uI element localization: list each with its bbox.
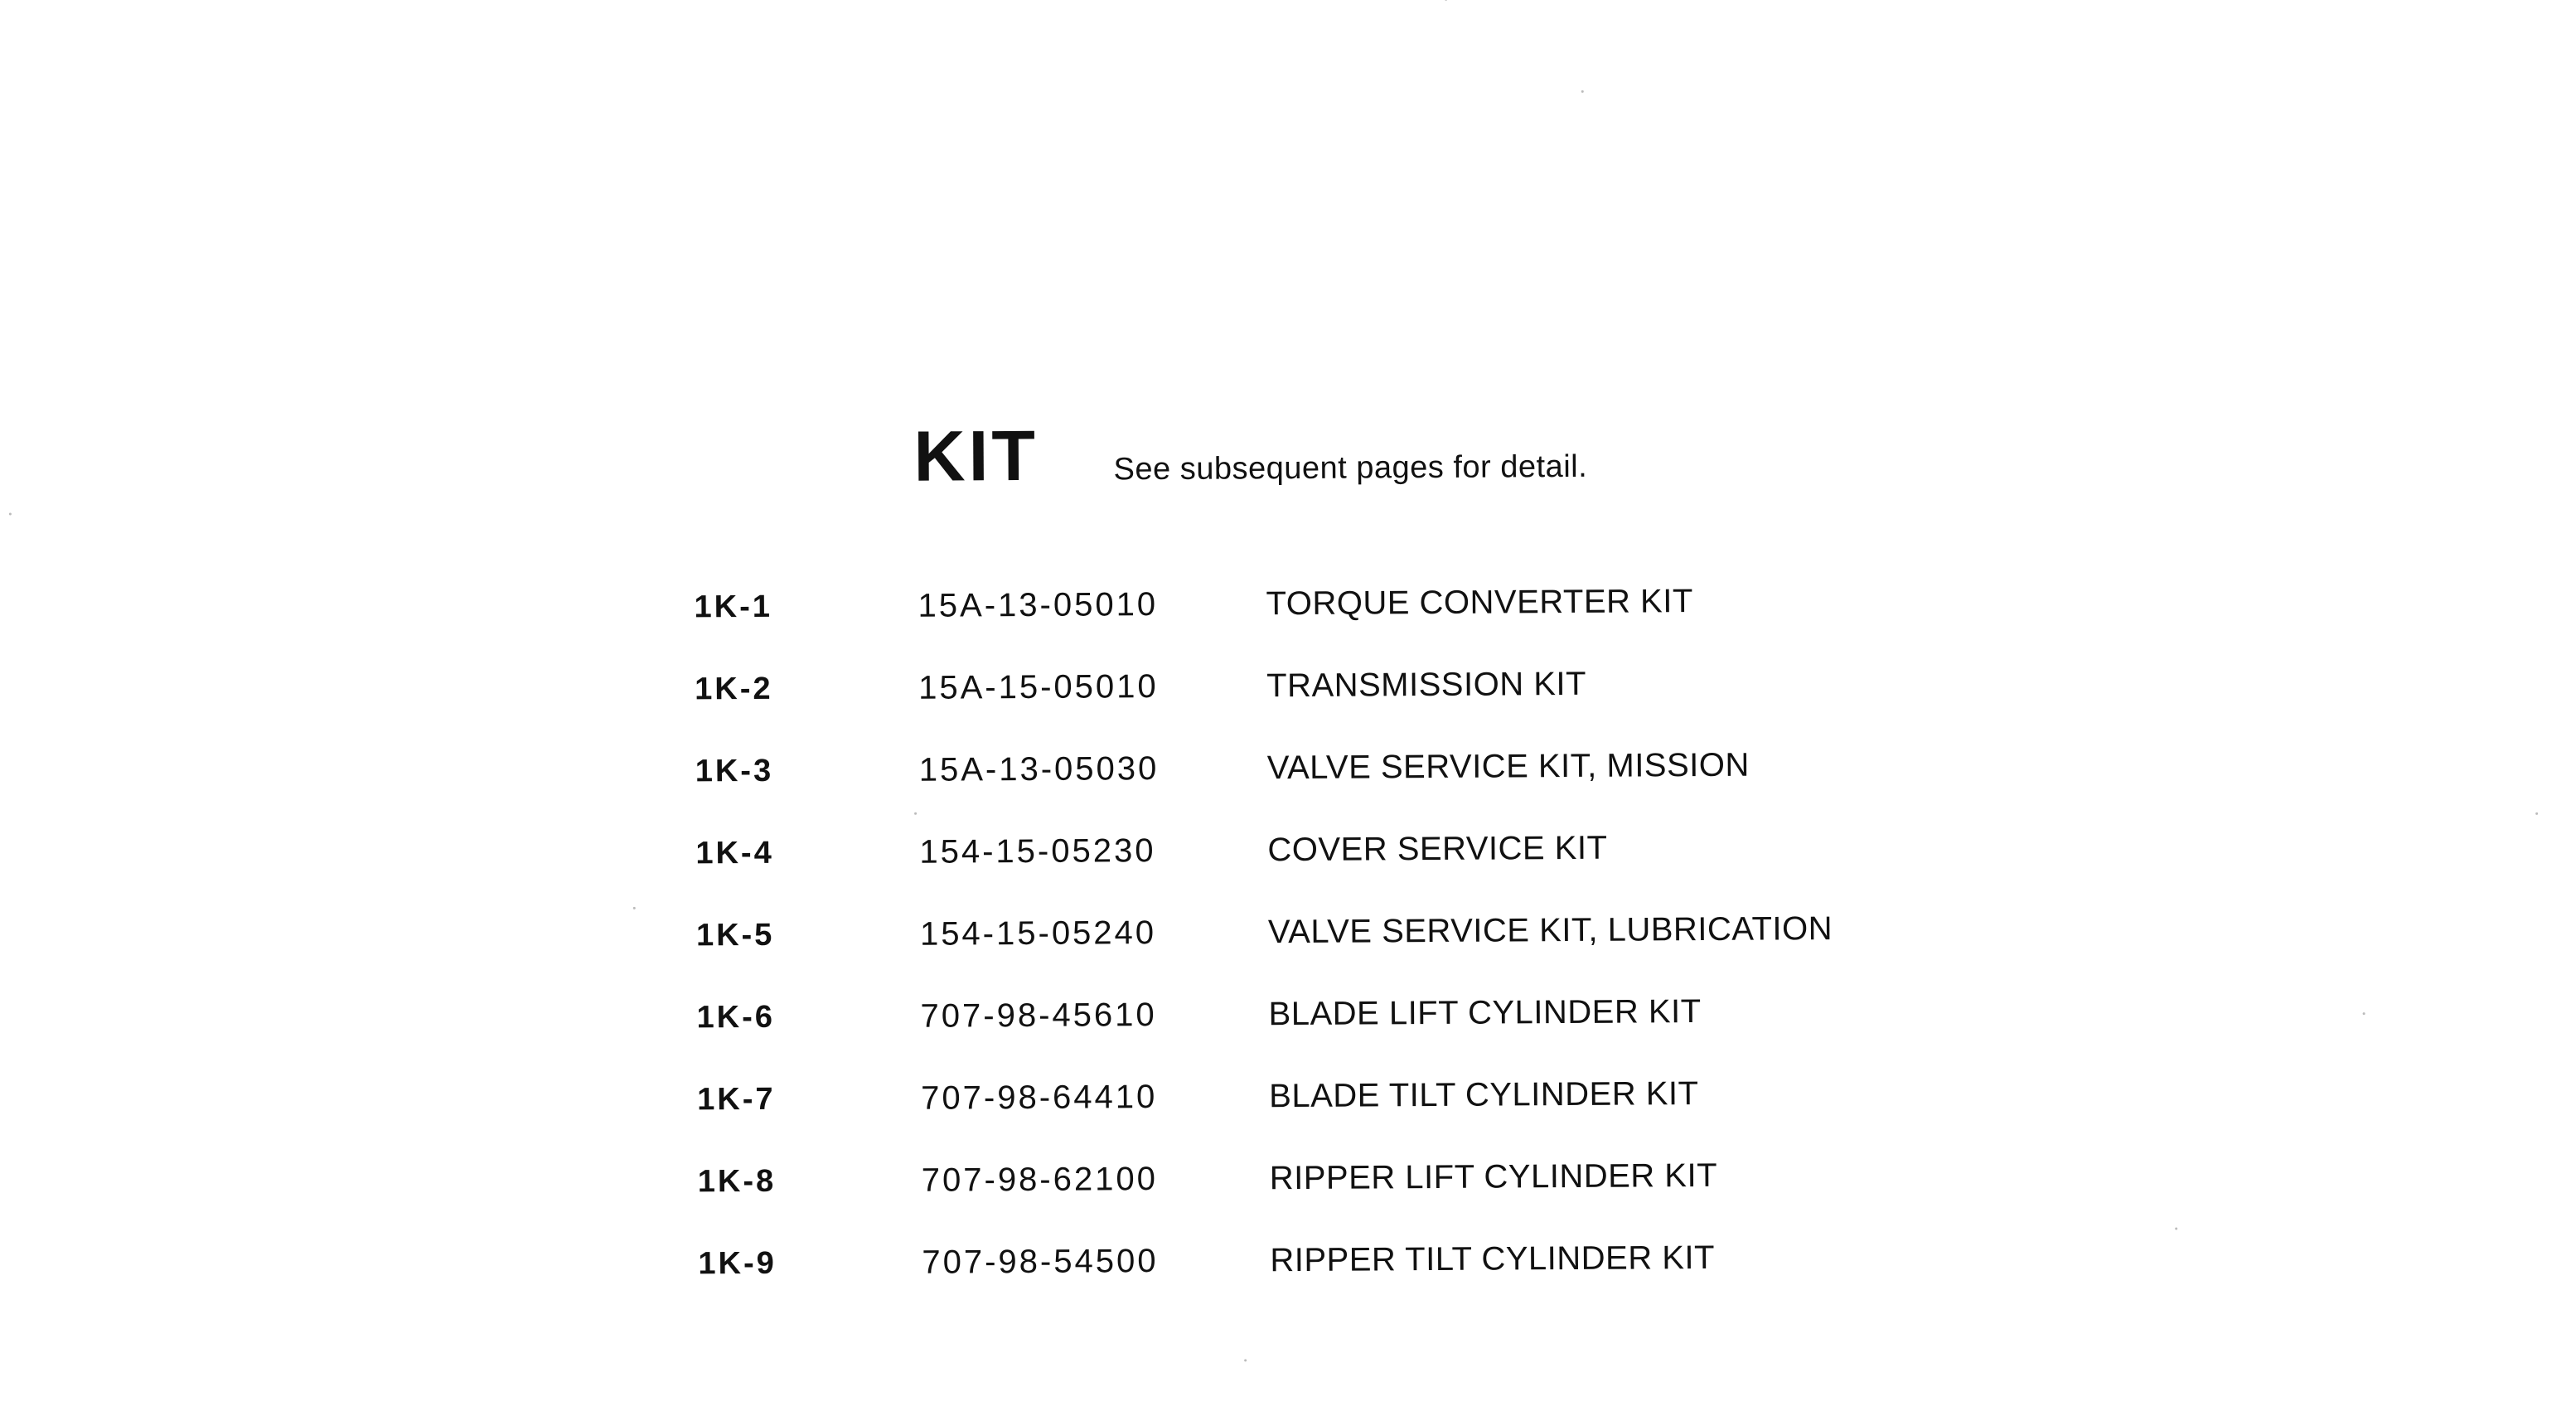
kit-description: VALVE SERVICE KIT, MISSION	[1266, 746, 1750, 787]
item-number: 1K-2	[695, 671, 773, 707]
kit-description: TRANSMISSION KIT	[1266, 665, 1587, 705]
kit-description: COVER SERVICE KIT	[1267, 829, 1608, 869]
table-row	[695, 642, 1832, 730]
table-row	[695, 806, 1833, 895]
part-number: 15A-13-05030	[918, 750, 1160, 788]
part-number: 154-15-05240	[919, 914, 1157, 953]
kit-heading	[913, 412, 1587, 498]
scan-speck	[633, 907, 636, 909]
item-number: 1K-3	[695, 753, 774, 789]
kit-description: VALVE SERVICE KIT, LUBRICATION	[1267, 910, 1833, 951]
table-row	[698, 1134, 1835, 1223]
page-title: KIT	[913, 415, 1039, 497]
scan-speck	[1244, 1359, 1247, 1361]
scan-speck	[2175, 1228, 2177, 1230]
scan-speck	[9, 512, 12, 515]
item-number: 1K-7	[697, 1081, 776, 1118]
scan-speck	[1445, 0, 1447, 1]
scan-speck	[914, 812, 917, 815]
table-row	[697, 1052, 1834, 1141]
kit-description: TORQUE CONVERTER KIT	[1266, 583, 1693, 623]
part-number: 15A-15-05010	[918, 668, 1159, 706]
kit-description: RIPPER LIFT CYLINDER KIT	[1269, 1157, 1718, 1197]
scan-speck	[2535, 812, 2538, 815]
table-row	[696, 970, 1833, 1059]
item-number: 1K-6	[696, 999, 776, 1035]
table-row	[694, 560, 1831, 648]
scan-speck	[1581, 90, 1584, 93]
item-number: 1K-5	[695, 917, 775, 953]
item-number: 1K-4	[695, 835, 774, 871]
kit-description: BLADE TILT CYLINDER KIT	[1269, 1075, 1699, 1115]
scan-speck	[2363, 1012, 2365, 1015]
part-number: 707-98-54500	[922, 1243, 1159, 1281]
part-number: 15A-13-05010	[918, 586, 1159, 624]
item-number: 1K-9	[698, 1245, 777, 1282]
part-number: 154-15-05230	[919, 832, 1156, 871]
kit-description: BLADE LIFT CYLINDER KIT	[1268, 993, 1702, 1033]
item-number: 1K-8	[697, 1163, 777, 1200]
table-row	[696, 888, 1833, 977]
heading-note: See subsequent pages for detail.	[1113, 449, 1588, 487]
kit-table	[694, 560, 1835, 1305]
table-row	[698, 1216, 1835, 1305]
table-row	[695, 724, 1832, 812]
part-number: 707-98-62100	[921, 1161, 1159, 1199]
item-number: 1K-1	[694, 589, 773, 625]
part-number: 707-98-64410	[921, 1079, 1158, 1117]
kit-description: RIPPER TILT CYLINDER KIT	[1270, 1239, 1716, 1279]
part-number: 707-98-45610	[920, 997, 1157, 1035]
